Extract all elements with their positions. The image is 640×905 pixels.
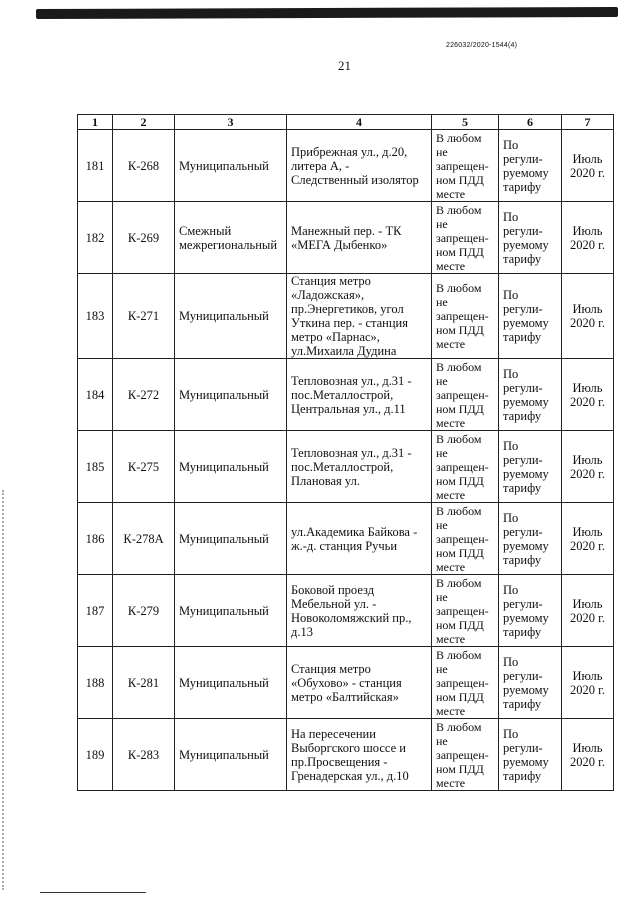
route-type: Муниципальный (175, 503, 287, 575)
start-date: Июль 2020 г. (562, 575, 614, 647)
tariff: По регули-руемому тарифу (499, 719, 562, 791)
tariff: По регули-руемому тарифу (499, 575, 562, 647)
stop-place: В любом не запрещен-ном ПДД месте (432, 719, 499, 791)
route-path: Манежный пер. - ТК «МЕГА Дыбенко» (287, 202, 432, 274)
route-code: К-278А (113, 503, 175, 575)
tariff: По регули-руемому тарифу (499, 130, 562, 202)
stop-place: В любом не запрещен-ном ПДД месте (432, 575, 499, 647)
start-date: Июль 2020 г. (562, 130, 614, 202)
start-date: Июль 2020 г. (562, 359, 614, 431)
route-path: На пересечении Выборгского шоссе и пр.Просвещения - Гренадерская ул., д.10 (287, 719, 432, 791)
row-number: 184 (78, 359, 113, 431)
table-row (78, 575, 614, 647)
table-row (78, 274, 614, 359)
col-header-6: 6 (499, 115, 562, 130)
scan-edge-marks (2, 490, 6, 890)
route-type: Муниципальный (175, 647, 287, 719)
table-row (78, 130, 614, 202)
col-header-3: 3 (175, 115, 287, 130)
col-header-7: 7 (562, 115, 614, 130)
route-type: Муниципальный (175, 274, 287, 359)
route-path: Станция метро «Ладожская», пр.Энергетиков, угол Уткина пер. - станция метро «Парнас», ул.Михаила Дудина (287, 274, 432, 359)
row-number: 187 (78, 575, 113, 647)
tariff: По регули-руемому тарифу (499, 359, 562, 431)
start-date: Июль 2020 г. (562, 431, 614, 503)
stop-place: В любом не запрещен-ном ПДД месте (432, 130, 499, 202)
route-code: К-275 (113, 431, 175, 503)
table-row (78, 503, 614, 575)
routes-table (77, 114, 614, 791)
scan-top-bar (36, 7, 618, 19)
tariff: По регули-руемому тарифу (499, 202, 562, 274)
route-code: К-272 (113, 359, 175, 431)
start-date: Июль 2020 г. (562, 719, 614, 791)
route-path: Боковой проезд Мебельной ул. - Новоколомяжский пр., д.13 (287, 575, 432, 647)
col-header-5: 5 (432, 115, 499, 130)
document-number: 226032/2020-1544(4) (446, 42, 518, 49)
footnote-rule (40, 892, 146, 893)
row-number: 188 (78, 647, 113, 719)
stop-place: В любом не запрещен-ном ПДД месте (432, 431, 499, 503)
row-number: 181 (78, 130, 113, 202)
row-number: 189 (78, 719, 113, 791)
table-row (78, 431, 614, 503)
col-header-4: 4 (287, 115, 432, 130)
table-header-row (78, 115, 614, 130)
stop-place: В любом не запрещен-ном ПДД месте (432, 647, 499, 719)
row-number: 186 (78, 503, 113, 575)
route-code: К-279 (113, 575, 175, 647)
tariff: По регули-руемому тарифу (499, 431, 562, 503)
route-type: Муниципальный (175, 431, 287, 503)
route-type: Муниципальный (175, 719, 287, 791)
stop-place: В любом не запрещен-ном ПДД месте (432, 503, 499, 575)
col-header-2: 2 (113, 115, 175, 130)
row-number: 183 (78, 274, 113, 359)
route-code: К-269 (113, 202, 175, 274)
table-row (78, 359, 614, 431)
route-code: К-281 (113, 647, 175, 719)
start-date: Июль 2020 г. (562, 647, 614, 719)
table-row (78, 202, 614, 274)
route-type: Муниципальный (175, 130, 287, 202)
route-path: Тепловозная ул., д.31 - пос.Металлострой, Центральная ул., д.11 (287, 359, 432, 431)
route-path: ул.Академика Байкова - ж.-д. станция Ручьи (287, 503, 432, 575)
route-code: К-283 (113, 719, 175, 791)
stop-place: В любом не запрещен-ном ПДД месте (432, 359, 499, 431)
route-type: Смежный межрегиональный (175, 202, 287, 274)
table-row (78, 647, 614, 719)
page-number: 21 (338, 58, 351, 73)
tariff: По регули-руемому тарифу (499, 274, 562, 359)
route-type: Муниципальный (175, 359, 287, 431)
start-date: Июль 2020 г. (562, 202, 614, 274)
route-path: Тепловозная ул., д.31 - пос.Металлострой, Плановая ул. (287, 431, 432, 503)
table-row (78, 719, 614, 791)
row-number: 185 (78, 431, 113, 503)
start-date: Июль 2020 г. (562, 274, 614, 359)
route-path: Прибрежная ул., д.20, литера А, - Следственный изолятор (287, 130, 432, 202)
route-path: Станция метро «Обухово» - станция метро «Балтийская» (287, 647, 432, 719)
tariff: По регули-руемому тарифу (499, 647, 562, 719)
route-type: Муниципальный (175, 575, 287, 647)
row-number: 182 (78, 202, 113, 274)
stop-place: В любом не запрещен-ном ПДД месте (432, 202, 499, 274)
route-code: К-271 (113, 274, 175, 359)
route-code: К-268 (113, 130, 175, 202)
start-date: Июль 2020 г. (562, 503, 614, 575)
tariff: По регули-руемому тарифу (499, 503, 562, 575)
stop-place: В любом не запрещен-ном ПДД месте (432, 274, 499, 359)
col-header-1: 1 (78, 115, 113, 130)
